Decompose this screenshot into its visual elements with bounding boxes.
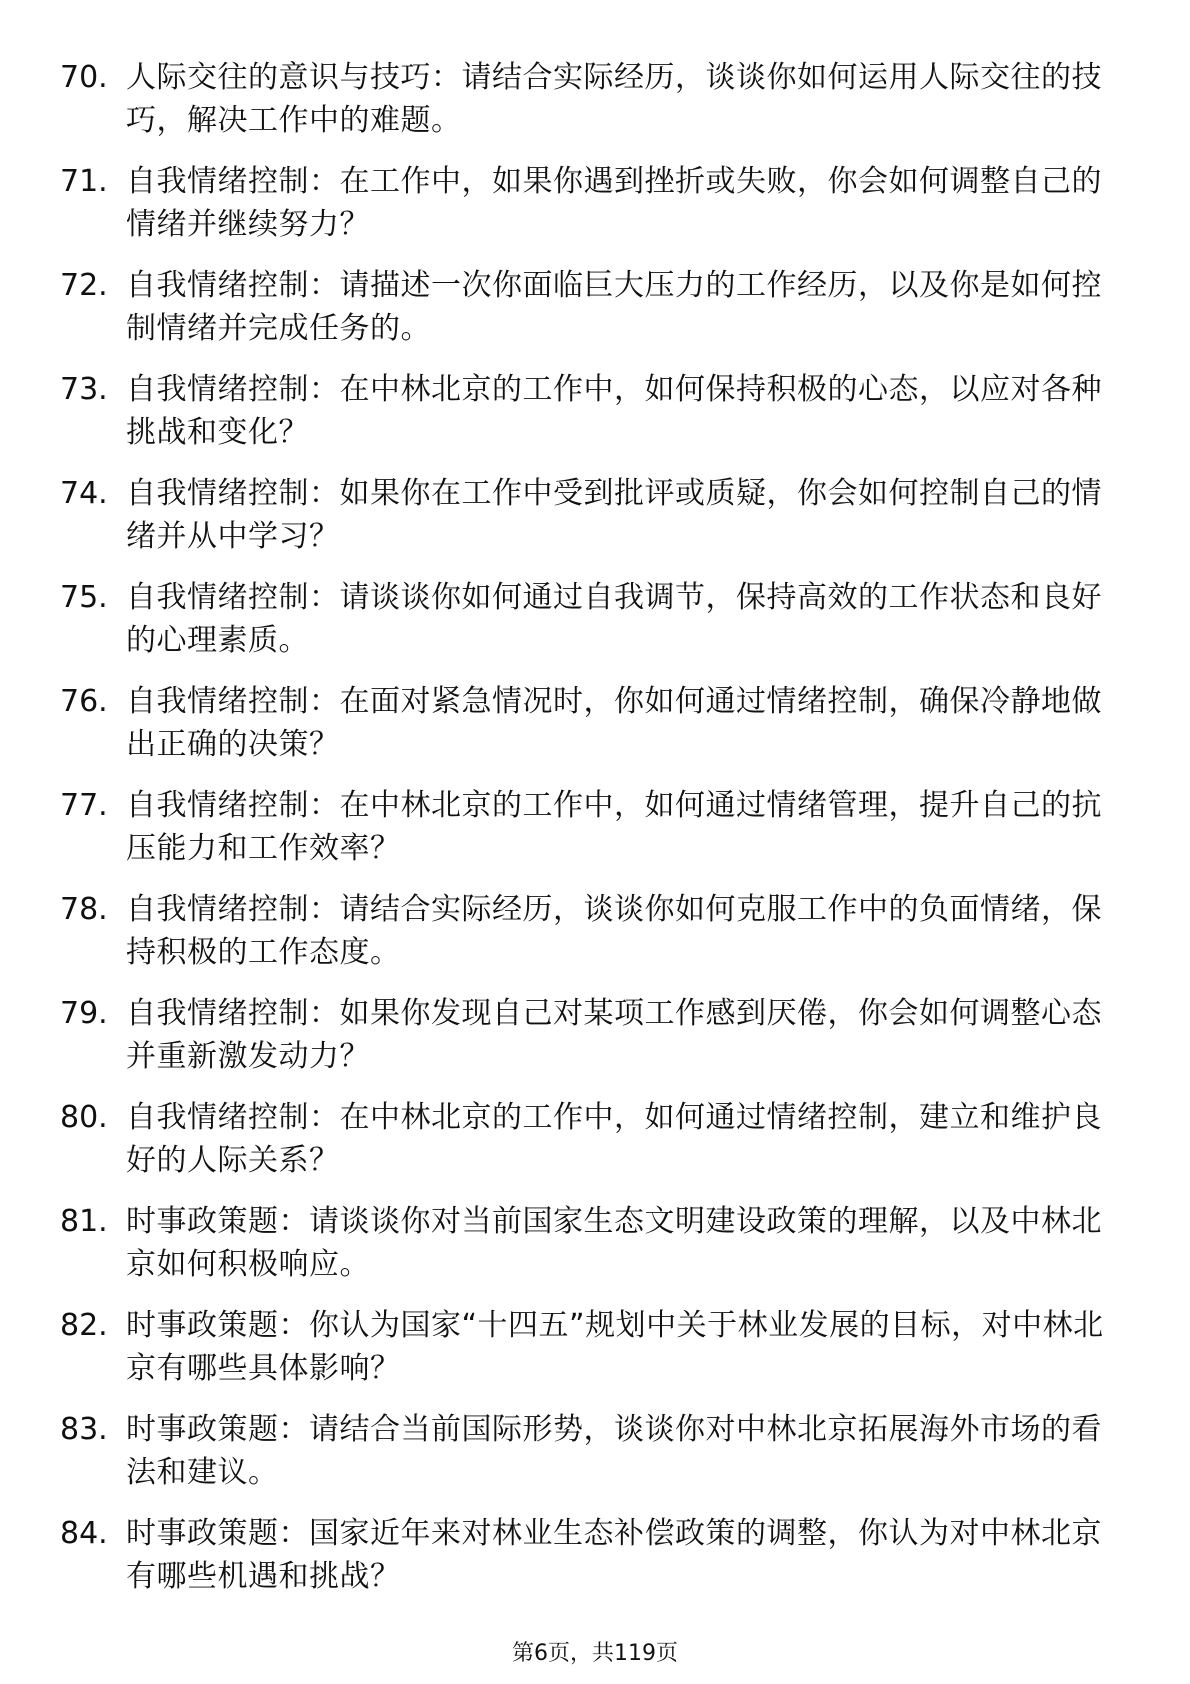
- question-number: 80.: [60, 1100, 108, 1135]
- question-number: 82.: [60, 1308, 108, 1343]
- question-text: 自我情绪控制：在中林北京的工作中，如何保持积极的心态，以应对各种挑战和变化？: [126, 372, 1102, 450]
- question-text: 时事政策题：请结合当前国际形势，谈谈你对中林北京拓展海外市场的看法和建议。: [126, 1412, 1102, 1490]
- question-number: 71.: [60, 164, 108, 199]
- list-item: [60, 472, 1120, 576]
- question-text: 自我情绪控制：在面对紧急情况时，你如何通过情绪控制，确保冷静地做出正确的决策？: [126, 684, 1102, 762]
- question-number: 81.: [60, 1204, 108, 1239]
- question-number: 84.: [60, 1516, 108, 1551]
- question-number: 77.: [60, 788, 108, 823]
- page-footer: 第6页，共119页: [512, 1641, 678, 1666]
- list-item: [60, 784, 1120, 888]
- list-item: [60, 1096, 1120, 1200]
- question-text: 时事政策题：国家近年来对林业生态补偿政策的调整，你认为对中林北京有哪些机遇和挑战？: [126, 1516, 1102, 1594]
- question-text: 自我情绪控制：如果你发现自己对某项工作感到厌倦，你会如何调整心态并重新激发动力？: [126, 996, 1102, 1074]
- list-item: [60, 680, 1120, 784]
- list-item: [60, 576, 1120, 680]
- question-text: 自我情绪控制：请结合实际经历，谈谈你如何克服工作中的负面情绪，保持积极的工作态度。: [126, 892, 1102, 970]
- question-text: 人际交往的意识与技巧：请结合实际经历，谈谈你如何运用人际交往的技巧，解决工作中的难题。: [126, 60, 1102, 138]
- question-number: 75.: [60, 580, 108, 615]
- question-number: 79.: [60, 996, 108, 1031]
- question-text: 自我情绪控制：在工作中，如果你遇到挫折或失败，你会如何调整自己的情绪并继续努力？: [126, 164, 1102, 242]
- question-text: 自我情绪控制：在中林北京的工作中，如何通过情绪管理，提升自己的抗压能力和工作效率？: [126, 788, 1102, 866]
- question-text: 时事政策题：你认为国家“十四五”规划中关于林业发展的目标，对中林北京有哪些具体影响？: [126, 1308, 1104, 1386]
- question-text: 自我情绪控制：如果你在工作中受到批评或质疑，你会如何控制自己的情绪并从中学习？: [126, 476, 1102, 554]
- question-number: 72.: [60, 268, 108, 303]
- question-text: 自我情绪控制：请描述一次你面临巨大压力的工作经历，以及你是如何控制情绪并完成任务的。: [126, 268, 1102, 346]
- question-number: 70.: [60, 60, 108, 95]
- question-list: [60, 56, 1120, 1616]
- list-item: [60, 56, 1120, 160]
- question-text: 自我情绪控制：在中林北京的工作中，如何通过情绪控制，建立和维护良好的人际关系？: [126, 1100, 1102, 1178]
- list-item: [60, 992, 1120, 1096]
- question-text: 时事政策题：请谈谈你对当前国家生态文明建设政策的理解，以及中林北京如何积极响应。: [126, 1204, 1102, 1282]
- list-item: [60, 888, 1120, 992]
- list-item: [60, 368, 1120, 472]
- question-number: 76.: [60, 684, 108, 719]
- list-item: [60, 1512, 1120, 1616]
- question-number: 83.: [60, 1412, 108, 1447]
- list-item: [60, 1200, 1120, 1304]
- list-item: [60, 160, 1120, 264]
- question-number: 73.: [60, 372, 108, 407]
- list-item: [60, 1304, 1120, 1408]
- list-item: [60, 264, 1120, 368]
- question-number: 78.: [60, 892, 108, 927]
- list-item: [60, 1408, 1120, 1512]
- question-number: 74.: [60, 476, 108, 511]
- question-text: 自我情绪控制：请谈谈你如何通过自我调节，保持高效的工作状态和良好的心理素质。: [126, 580, 1102, 658]
